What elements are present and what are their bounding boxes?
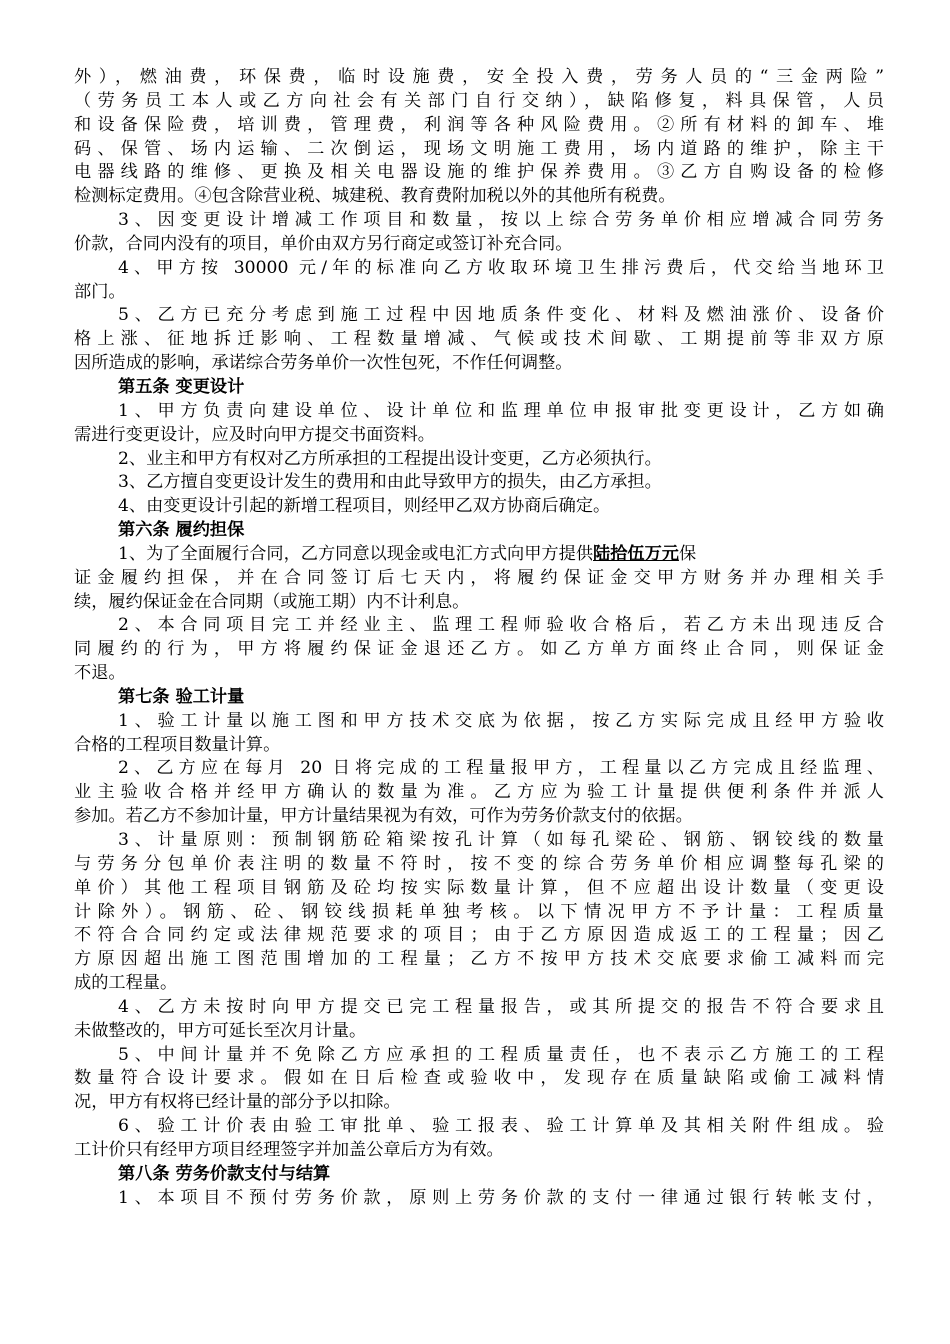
paragraph-line: 1、验工计量以施工图和甲方技术交底为依据，按乙方实际完成且经甲方验收 <box>118 710 884 731</box>
paragraph-line: 和设备保险费，培训费，管理费，利润等各种风险费用。②所有材料的卸车、堆 <box>74 114 884 135</box>
paragraph-line: 1、本项目不预付劳务价款，原则上劳务价款的支付一律通过银行转帐支付， <box>118 1187 884 1208</box>
paragraph-line: （劳务员工本人或乙方向社会有关部门自行交纳），缺陷修复，料具保管，人员 <box>74 90 884 111</box>
paragraph-line: 4、由变更设计引起的新增工程项目，则经甲乙双方协商后确定。 <box>118 496 611 517</box>
paragraph-line: 3、计量原则：预制钢筋砼箱梁按孔计算（如每孔梁砼、钢筋、钢铰线的数量 <box>118 830 884 850</box>
paragraph-line: 6、验工计价表由验工审批单、验工报表、验工计算单及其相关附件组成。验 <box>118 1116 884 1137</box>
section-heading: 第六条 履约担保 <box>118 520 245 541</box>
paragraph-line: 况，甲方有权将已经计量的部分予以扣除。 <box>74 1092 401 1113</box>
paragraph-line: 格上涨、征地拆迁影响、工程数量增减、气候或技术间歇、工期提前等非双方原 <box>74 329 884 350</box>
paragraph-line: 3、乙方擅自变更设计发生的费用和由此导致甲方的损失，由乙方承担。 <box>118 472 662 493</box>
paragraph-line: 需进行变更设计，应及时向甲方提交书面资料。 <box>74 424 435 445</box>
paragraph-line: 4、乙方未按时向甲方提交已完工程量报告，或其所提交的报告不符合要求且 <box>118 996 884 1017</box>
paragraph-line: 数量符合设计要求。假如在日后检查或验收中，发现存在质量缺陷或偷工减料情 <box>74 1068 884 1089</box>
paragraph-line: 参加。若乙方不参加计量，甲方计量结果视为有效，可作为劳务价款支付的依据。 <box>74 806 693 827</box>
paragraph-line: 计除外）。钢筋、砼、钢铰线损耗单独考核。以下情况甲方不予计量：工程质量 <box>74 901 884 922</box>
section-heading: 第八条 劳务价款支付与结算 <box>118 1163 331 1184</box>
paragraph-line: 检测标定费用。④包含除营业税、城建税、教育费附加税以外的其他所有税费。 <box>74 186 676 207</box>
paragraph-line: 与劳务分包单价表注明的数量不符时，按不变的综合劳务单价相应调整每孔梁的 <box>74 853 884 874</box>
paragraph-line: 不符合合同约定或法律规范要求的项目；由于乙方原因造成返工的工程量；因乙 <box>74 925 884 946</box>
contract-text <box>74 66 884 1211</box>
paragraph-line: 5、中间计量并不免除乙方应承担的工程质量责任，也不表示乙方施工的工程 <box>118 1044 884 1065</box>
paragraph-line: 同履约的行为，甲方将履约保证金退还乙方。如乙方单方面终止合同，则保证金 <box>74 639 884 660</box>
paragraph-line: 不退。 <box>74 663 126 684</box>
paragraph-line: 外），燃油费，环保费，临时设施费，安全投入费，劳务人员的“三金两险” <box>74 67 884 87</box>
paragraph-line: 业主验收合格并经甲方确认的数量为准。乙方应为验工计量提供便利条件并派人 <box>74 782 884 803</box>
paragraph-line: 部门。 <box>74 281 126 302</box>
paragraph-line <box>74 543 884 567</box>
paragraph-text: 保 <box>678 543 697 564</box>
paragraph-line: 2、业主和甲方有权对乙方所承担的工程提出设计变更，乙方必须执行。 <box>118 448 662 469</box>
paragraph-line: 方原因超出施工图范围增加的工程量；乙方不按甲方技术交底要求偷工减料而完 <box>74 949 884 970</box>
paragraph-line: 工计价只有经甲方项目经理签字并加盖公章后方为有效。 <box>74 1139 504 1160</box>
paragraph-line: 未做整改的，甲方可延长至次月计量。 <box>74 1020 367 1041</box>
section-heading: 第五条 变更设计 <box>118 376 245 397</box>
paragraph-line: 1、甲方负责向建设单位、设计单位和监理单位申报审批变更设计，乙方如确 <box>118 400 884 421</box>
paragraph-line: 价款，合同内没有的项目，单价由双方另行商定或签订补充合同。 <box>74 233 573 254</box>
paragraph-line: 电器线路的维修、更换及相关电器设施的维护保养费用。③乙方自购设备的检修 <box>74 162 884 183</box>
paragraph-line: 2、本合同项目完工并经业主、监理工程师验收合格后，若乙方未出现违反合 <box>118 615 884 636</box>
paragraph-line: 证金履约担保，并在合同签订后七天内，将履约保证金交甲方财务并办理相关手 <box>74 567 884 588</box>
paragraph-line: 因所造成的影响，承诺综合劳务单价一次性包死，不作任何调整。 <box>74 353 573 374</box>
paragraph-line: 合格的工程项目数量计算。 <box>74 734 281 755</box>
paragraph-line: 4、甲方按 30000 元/年的标准向乙方收取环境卫生排污费后，代交给当地环卫 <box>118 257 884 278</box>
paragraph-line: 5、乙方已充分考虑到施工过程中因地质条件变化、材料及燃油涨价、设备价 <box>118 305 884 326</box>
highlighted-amount: 陆拾伍万元 <box>593 543 679 564</box>
section-heading: 第七条 验工计量 <box>118 686 245 707</box>
paragraph-line: 3、因变更设计增减工作项目和数量，按以上综合劳务单价相应增减合同劳务 <box>118 210 884 231</box>
paragraph-line: 单价）其他工程项目钢筋及砼均按实际数量计算，但不应超出设计数量（变更设 <box>74 877 884 898</box>
paragraph-text: 1、为了全面履行合同，乙方同意以现金或电汇方式向甲方提供 <box>118 543 594 564</box>
paragraph-line: 续，履约保证金在合同期（或施工期）内不计利息。 <box>74 591 470 612</box>
paragraph-line: 2、乙方应在每月 20 日将完成的工程量报甲方，工程量以乙方完成且经监理、 <box>118 758 884 779</box>
paragraph-line: 成的工程量。 <box>74 973 178 994</box>
paragraph-line: 码、保管、场内运输、二次倒运，现场文明施工费用，场内道路的维护，除主干 <box>74 138 884 159</box>
